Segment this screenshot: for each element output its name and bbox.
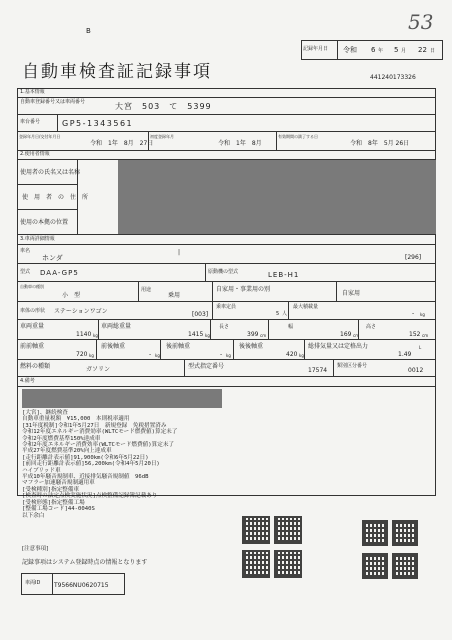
qr-code-4	[274, 550, 302, 578]
remark-line: 自動車重量税額 ¥15,000 本則税率適用	[22, 416, 130, 423]
fuel-type: ガソリン	[86, 366, 111, 373]
notice-text: 記録事項はシステム登録時点の情報となります	[22, 559, 148, 566]
vehicle-model: DAA-GP5	[40, 269, 79, 277]
remark-line: 平成27年度燃費基準20%向上達成車	[22, 448, 112, 455]
section-basic: 1.基本情報	[20, 89, 45, 95]
remark-line: マフラー加速騒音規制適用車	[22, 480, 95, 487]
qr-code-3	[242, 550, 270, 578]
registration-number: 大宮 503 て 5399	[115, 102, 212, 111]
qr-code-6	[392, 520, 418, 546]
remark-line: ハイブリッド車	[22, 467, 61, 474]
qr-code-5	[362, 520, 388, 546]
vehicle-id: T9566NU0620715	[54, 582, 109, 589]
qr-code-1	[242, 516, 270, 544]
chassis-number: GP5-1343561	[62, 119, 134, 128]
remark-line: [整備工場コード]44-0040S	[22, 506, 95, 513]
section-remarks: 4.備考	[20, 378, 35, 384]
engine-model: LEB-H1	[268, 271, 300, 279]
handwritten-number: 53	[408, 10, 434, 34]
remark-line: [31年度税制]令和1年5月27日 新規登録 免税措置済み	[22, 422, 167, 429]
remark-line: 平成10年騒音規制車、近接排気騒音規制値 96dB	[22, 474, 149, 481]
remarks-list	[22, 410, 322, 519]
qr-code-2	[274, 516, 302, 544]
remark-line: 令和2年度燃費基準150%達成車	[22, 435, 101, 442]
record-date-label: 記録年月日	[303, 46, 329, 52]
first-registration: 令和 1年 8月	[218, 140, 262, 147]
remark-line: [受検種別]指定整備車	[22, 486, 80, 493]
header-mark: B	[86, 27, 91, 35]
remark-line: 令和2年度エネルギー消費効率(WLTCモード燃費値)算定未了	[22, 442, 175, 449]
remark-line: [前回走行距離計表示値]56,200km(令和4年5月20日)	[22, 461, 160, 468]
remark-line: 令和12年度エネルギー消費効率(WLTCモード燃費値)算定未了	[22, 429, 178, 436]
redacted-user-info	[118, 160, 436, 234]
qr-code-7	[362, 553, 388, 579]
remark-line: [走行距離計表示値]91,900km(令和6年5月22日)	[22, 454, 149, 461]
remark-line: [検査時の法定点検実施状況]点検整備記録簿記載あり	[22, 493, 158, 500]
notice-title: [注意事項]	[22, 546, 49, 552]
expiry-date: 令和 8年 5月 26日	[350, 140, 410, 147]
registration-date: 令和 1年 8月 27日	[90, 140, 154, 147]
qr-code-8	[392, 553, 418, 579]
vehicle-make: ホンダ	[42, 254, 63, 262]
remark-line: [受検形態]指定整備工場	[22, 499, 85, 506]
section-vehicle: 3.車両詳細情報	[20, 236, 55, 242]
section-user: 2.使用者情報	[20, 151, 50, 157]
remark-line: 以下余白	[22, 512, 45, 519]
doc-number: 441240173326	[370, 74, 416, 81]
remark-line: [大宮]、継続検査	[22, 410, 68, 416]
redacted-remark	[22, 389, 222, 408]
page-title: 自動車検査証記録事項	[22, 62, 212, 82]
